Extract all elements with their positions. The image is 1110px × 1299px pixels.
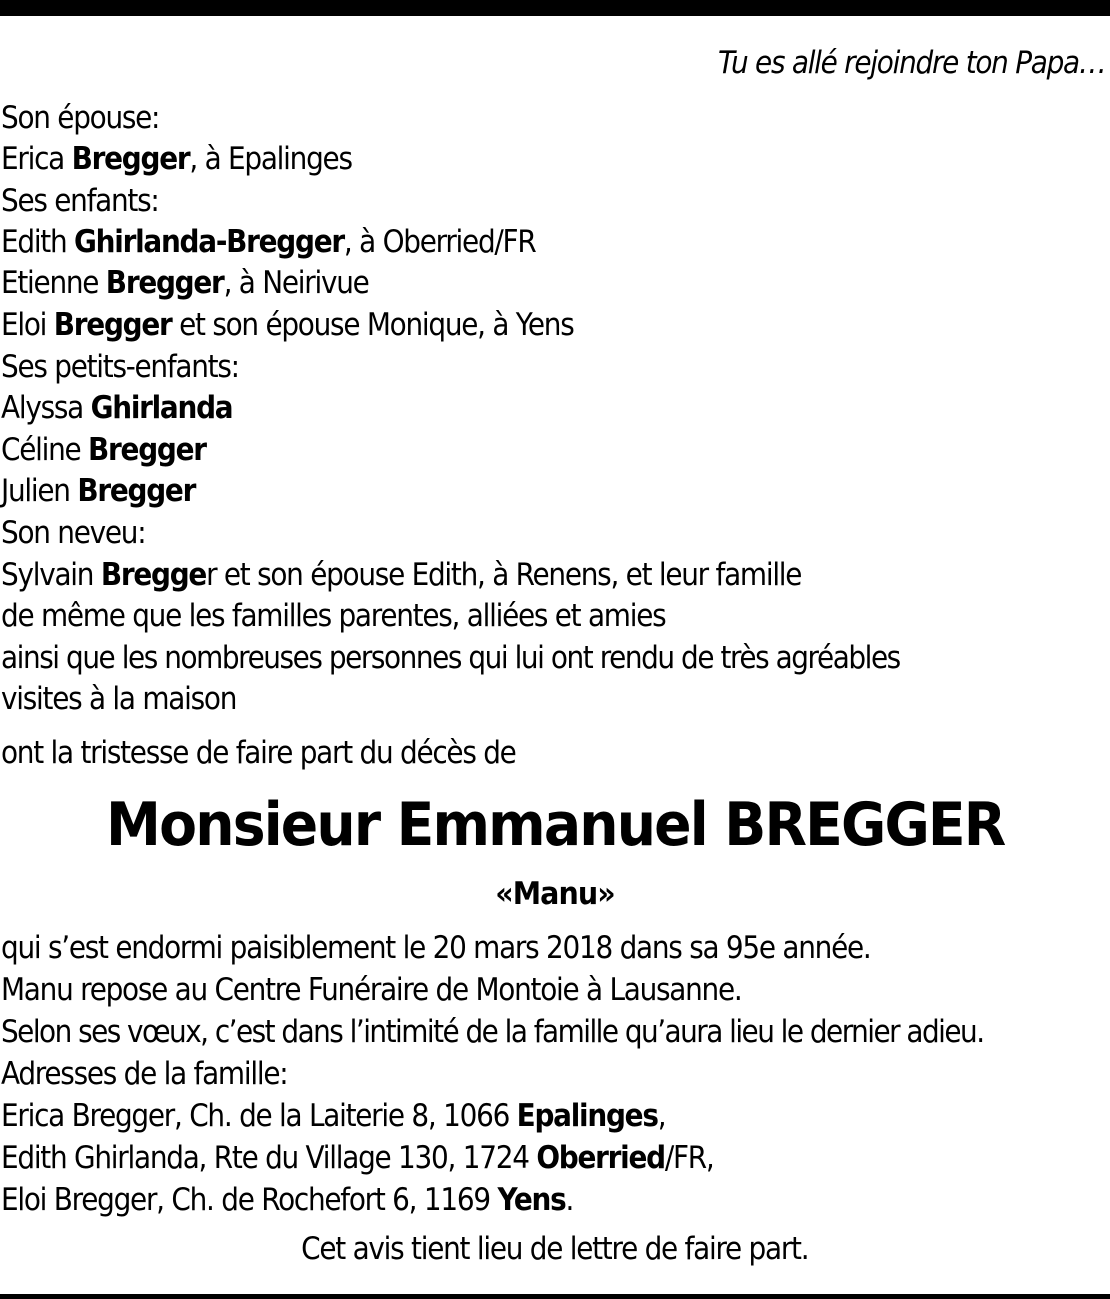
- last-name: Bregger: [105, 265, 224, 301]
- address-text: Erica Bregger, Ch. de la Laiterie 8, 1066: [1, 1098, 517, 1134]
- first-name: Eloi: [1, 307, 54, 343]
- first-name: Etienne: [1, 265, 106, 301]
- address-place: Oberried: [536, 1140, 665, 1176]
- address-text: Eloi Bregger, Ch. de Rochefort 6, 1169: [1, 1182, 498, 1218]
- location: , à Oberried/FR: [343, 224, 536, 260]
- address-line: [1, 1180, 573, 1220]
- top-border-rule: [0, 0, 1110, 16]
- nephew-heading: Son neveu:: [1, 515, 146, 551]
- grandchild-line: [1, 471, 195, 511]
- grandchild-line: [1, 388, 232, 428]
- deceased-name: [0, 790, 1110, 860]
- grandchildren-heading: Ses petits-enfants:: [1, 349, 239, 385]
- first-name: Céline: [1, 432, 89, 468]
- first-name: Edith: [1, 224, 75, 260]
- last-name: Ghirlanda-Bregger: [74, 224, 344, 260]
- address-line: [1, 1138, 714, 1178]
- announcement-line: ont la tristesse de faire part du décès de: [1, 735, 516, 771]
- first-name: Alyssa: [1, 390, 91, 426]
- spouse-line: [1, 139, 352, 179]
- child-line: [1, 263, 369, 303]
- last-name: Bregger: [71, 141, 190, 177]
- motto-line: Tu es allé rejoindre ton Papa…: [718, 45, 1106, 81]
- last-name: Bregger: [88, 432, 206, 468]
- child-line: [1, 305, 573, 345]
- first-name: Julien: [1, 473, 78, 509]
- address-suffix: /FR,: [664, 1140, 714, 1176]
- bottom-border-rule: [0, 1294, 1110, 1299]
- detail-line: Manu repose au Centre Funéraire de Montoie à Lausanne.: [1, 972, 742, 1008]
- address-place: Epalinges: [516, 1098, 658, 1134]
- detail-line: qui s’est endormi paisiblement le 20 mars 2018 dans sa 95e année.: [1, 930, 871, 966]
- spouse-heading: Son épouse:: [1, 100, 160, 136]
- location: et son épouse Monique, à Yens: [171, 307, 574, 343]
- address-place: Yens: [497, 1182, 566, 1218]
- first-name: Erica: [1, 141, 72, 177]
- closing-line: [0, 1229, 1110, 1269]
- children-heading: Ses enfants:: [1, 183, 159, 219]
- relatives-line: de même que les familles parentes, alliées et amies: [1, 598, 666, 634]
- deceased-name-text: Monsieur Emmanuel BREGGER: [105, 790, 1005, 860]
- nephew-details: r et son épouse Edith, à Renens, et leur famille: [206, 557, 802, 593]
- address-line: [1, 1096, 665, 1136]
- last-name: Bregger: [77, 473, 196, 509]
- nickname: [0, 874, 1110, 914]
- visitors-line-end: visites à la maison: [1, 681, 237, 717]
- grandchild-line: [1, 430, 206, 470]
- detail-line: Selon ses vœux, c’est dans l’intimité de la famille qu’aura lieu le dernier adieu.: [1, 1014, 984, 1050]
- nephew-line: [1, 555, 801, 595]
- address-text: Edith Ghirlanda, Rte du Village 130, 1724: [1, 1140, 537, 1176]
- last-name: Bregger: [53, 307, 172, 343]
- address-suffix: ,: [657, 1098, 666, 1134]
- address-suffix: .: [565, 1182, 574, 1218]
- nickname-text: «Manu»: [495, 876, 615, 912]
- visitors-line: ainsi que les nombreuses personnes qui lui ont rendu de très agréables: [1, 640, 900, 676]
- last-name: Bregge: [100, 557, 207, 593]
- location: , à Epalinges: [189, 141, 352, 177]
- closing-text: Cet avis tient lieu de lettre de faire part.: [301, 1231, 809, 1267]
- addresses-heading: Adresses de la famille:: [1, 1056, 288, 1092]
- child-line: [1, 222, 535, 262]
- last-name: Ghirlanda: [90, 390, 233, 426]
- location: , à Neirivue: [223, 265, 369, 301]
- first-name: Sylvain: [1, 557, 101, 593]
